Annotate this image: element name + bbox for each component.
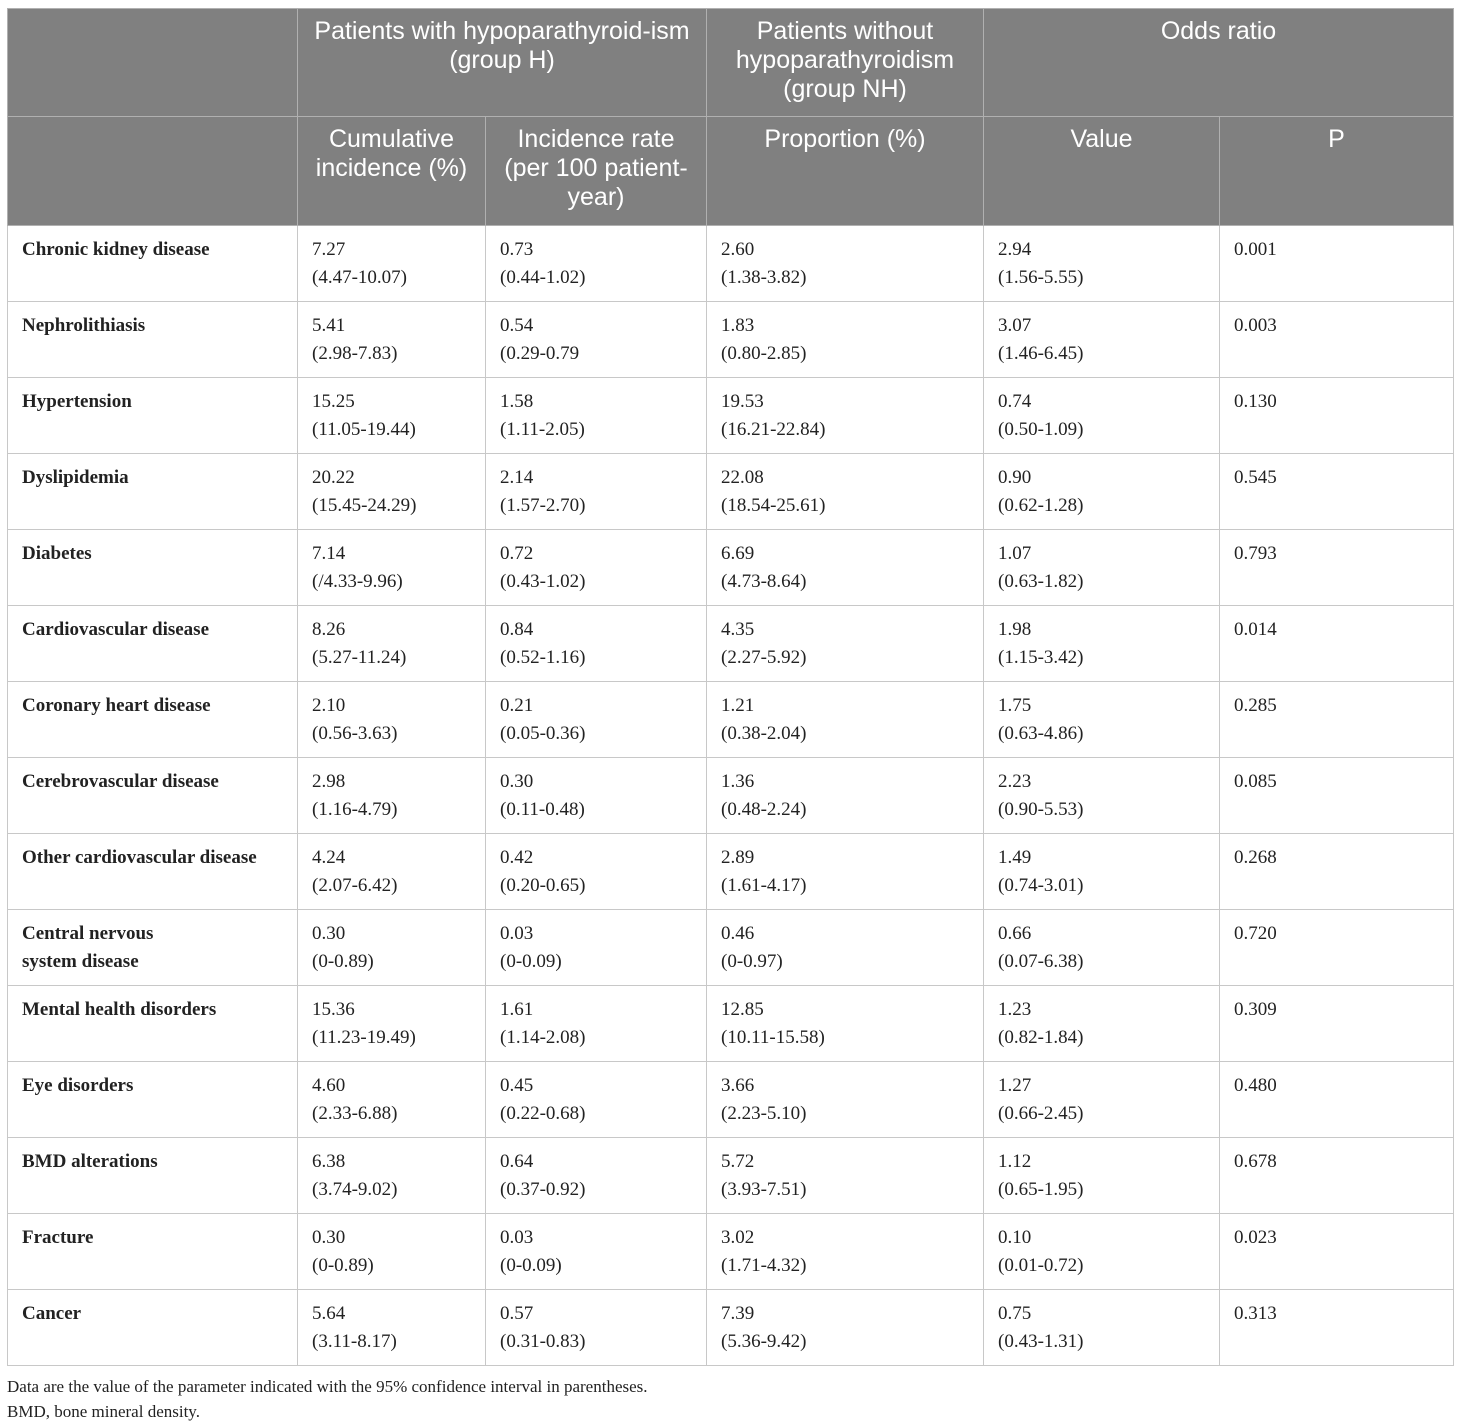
incidence-rate-value: 0.45 [500, 1075, 534, 1096]
cumulative-incidence-cell [298, 986, 486, 1062]
odds-ratio-range: (1.46-6.45) [998, 343, 1084, 364]
table-row [8, 378, 1454, 454]
row-label [8, 910, 298, 986]
incidence-rate-cell [486, 1062, 707, 1138]
incidence-rate-value: 1.61 [500, 999, 534, 1020]
incidence-rate-range: (0.29-0.79 [500, 343, 580, 364]
proportion-value: 19.53 [721, 391, 764, 412]
odds-ratio-cell [984, 302, 1220, 378]
results-table [7, 8, 1454, 1366]
cumulative-incidence-range: (/4.33-9.96) [312, 571, 403, 592]
incidence-rate-range: (1.57-2.70) [500, 495, 586, 516]
cumulative-incidence-value: 15.25 [312, 391, 355, 412]
p-value-cell: 0.793 [1220, 530, 1454, 606]
odds-ratio-range: (0.65-1.95) [998, 1179, 1084, 1200]
table-body [8, 226, 1454, 1366]
row-label: BMD alterations [8, 1138, 298, 1214]
cumulative-incidence-cell [298, 530, 486, 606]
incidence-rate-range: (0.22-0.68) [500, 1103, 586, 1124]
cumulative-incidence-cell [298, 1062, 486, 1138]
incidence-rate-cell [486, 758, 707, 834]
cumulative-incidence-value: 0.30 [312, 1227, 346, 1248]
odds-ratio-cell [984, 1214, 1220, 1290]
header-row-groups [8, 9, 1454, 117]
cumulative-incidence-value: 20.22 [312, 467, 355, 488]
incidence-rate-value: 0.03 [500, 923, 534, 944]
odds-ratio-cell [984, 226, 1220, 302]
incidence-rate-cell [486, 1214, 707, 1290]
incidence-rate-value: 0.42 [500, 847, 534, 868]
odds-ratio-cell [984, 378, 1220, 454]
header-group-h: Patients with hypoparathyroid-ism (group H) [298, 9, 707, 117]
odds-ratio-value: 1.49 [998, 847, 1032, 868]
cumulative-incidence-cell [298, 758, 486, 834]
cumulative-incidence-range: (0-0.89) [312, 1255, 374, 1276]
proportion-range: (16.21-22.84) [721, 419, 826, 440]
proportion-cell [707, 758, 984, 834]
incidence-rate-value: 0.84 [500, 619, 534, 640]
odds-ratio-value: 2.94 [998, 239, 1032, 260]
proportion-value: 22.08 [721, 467, 764, 488]
incidence-rate-range: (0.11-0.48) [500, 799, 585, 820]
p-value-cell: 0.309 [1220, 986, 1454, 1062]
cumulative-incidence-cell [298, 454, 486, 530]
cumulative-incidence-range: (2.07-6.42) [312, 875, 398, 896]
proportion-range: (0-0.97) [721, 951, 783, 972]
row-label: Nephrolithiasis [8, 302, 298, 378]
cumulative-incidence-range: (0.56-3.63) [312, 723, 398, 744]
odds-ratio-cell [984, 682, 1220, 758]
odds-ratio-value: 0.90 [998, 467, 1032, 488]
incidence-rate-cell [486, 1138, 707, 1214]
cumulative-incidence-cell [298, 1138, 486, 1214]
proportion-range: (0.48-2.24) [721, 799, 807, 820]
cumulative-incidence-range: (11.05-19.44) [312, 419, 416, 440]
proportion-cell [707, 302, 984, 378]
odds-ratio-value: 0.10 [998, 1227, 1032, 1248]
proportion-cell [707, 986, 984, 1062]
odds-ratio-value: 1.27 [998, 1075, 1032, 1096]
proportion-cell [707, 454, 984, 530]
table-container [7, 8, 1453, 1366]
incidence-rate-range: (0.43-1.02) [500, 571, 586, 592]
row-label-line: Central nervous [22, 923, 154, 944]
cumulative-incidence-range: (3.11-8.17) [312, 1331, 397, 1352]
proportion-cell [707, 226, 984, 302]
header-proportion: Proportion (%) [707, 117, 984, 226]
incidence-rate-cell [486, 682, 707, 758]
odds-ratio-range: (0.62-1.28) [998, 495, 1084, 516]
odds-ratio-cell [984, 1290, 1220, 1366]
odds-ratio-value: 0.74 [998, 391, 1032, 412]
proportion-cell [707, 530, 984, 606]
row-label-line: system disease [22, 951, 139, 972]
incidence-rate-range: (0.44-1.02) [500, 267, 586, 288]
p-value-cell: 0.014 [1220, 606, 1454, 682]
cumulative-incidence-range: (1.16-4.79) [312, 799, 398, 820]
odds-ratio-value: 1.75 [998, 695, 1032, 716]
incidence-rate-range: (1.14-2.08) [500, 1027, 586, 1048]
proportion-value: 6.69 [721, 543, 755, 564]
odds-ratio-value: 0.75 [998, 1303, 1032, 1324]
incidence-rate-cell [486, 302, 707, 378]
odds-ratio-range: (1.56-5.55) [998, 267, 1084, 288]
incidence-rate-value: 2.14 [500, 467, 534, 488]
p-value-cell: 0.720 [1220, 910, 1454, 986]
p-value-cell: 0.285 [1220, 682, 1454, 758]
odds-ratio-cell [984, 530, 1220, 606]
row-label: Diabetes [8, 530, 298, 606]
cumulative-incidence-cell [298, 302, 486, 378]
p-value-cell: 0.268 [1220, 834, 1454, 910]
incidence-rate-range: (0.37-0.92) [500, 1179, 586, 1200]
table-row [8, 1290, 1454, 1366]
header-empty [8, 9, 298, 117]
proportion-value: 1.83 [721, 315, 755, 336]
row-label: Hypertension [8, 378, 298, 454]
odds-ratio-cell [984, 454, 1220, 530]
p-value-cell: 0.480 [1220, 1062, 1454, 1138]
table-row [8, 454, 1454, 530]
footnotes [7, 1374, 648, 1424]
header-empty-2 [8, 117, 298, 226]
odds-ratio-cell [984, 834, 1220, 910]
cumulative-incidence-cell [298, 378, 486, 454]
cumulative-incidence-range: (2.33-6.88) [312, 1103, 398, 1124]
proportion-range: (10.11-15.58) [721, 1027, 825, 1048]
cumulative-incidence-cell [298, 1290, 486, 1366]
proportion-cell [707, 910, 984, 986]
header-value: Value [984, 117, 1220, 226]
proportion-value: 12.85 [721, 999, 764, 1020]
cumulative-incidence-value: 8.26 [312, 619, 346, 640]
table-row [8, 682, 1454, 758]
header-group-nh: Patients without hypoparathyroidism (group NH) [707, 9, 984, 117]
proportion-cell [707, 1062, 984, 1138]
odds-ratio-range: (0.90-5.53) [998, 799, 1084, 820]
incidence-rate-cell [486, 454, 707, 530]
proportion-range: (3.93-7.51) [721, 1179, 807, 1200]
proportion-range: (1.71-4.32) [721, 1255, 807, 1276]
p-value-cell: 0.003 [1220, 302, 1454, 378]
odds-ratio-cell [984, 1138, 1220, 1214]
row-label: Dyslipidemia [8, 454, 298, 530]
odds-ratio-value: 1.12 [998, 1151, 1032, 1172]
incidence-rate-value: 0.72 [500, 543, 534, 564]
table-row [8, 302, 1454, 378]
incidence-rate-value: 0.57 [500, 1303, 534, 1324]
proportion-value: 4.35 [721, 619, 755, 640]
incidence-rate-range: (0.20-0.65) [500, 875, 586, 896]
table-row [8, 606, 1454, 682]
proportion-cell [707, 606, 984, 682]
row-label: Mental health disorders [8, 986, 298, 1062]
header-odds-ratio: Odds ratio [984, 9, 1454, 117]
header-cumulative-incidence: Cumulative incidence (%) [298, 117, 486, 226]
cumulative-incidence-value: 2.10 [312, 695, 346, 716]
cumulative-incidence-range: (11.23-19.49) [312, 1027, 416, 1048]
proportion-cell [707, 834, 984, 910]
proportion-cell [707, 1138, 984, 1214]
header-incidence-rate: Incidence rate (per 100 patient-year) [486, 117, 707, 226]
cumulative-incidence-range: (15.45-24.29) [312, 495, 417, 516]
proportion-value: 5.72 [721, 1151, 755, 1172]
incidence-rate-value: 0.30 [500, 771, 534, 792]
proportion-range: (0.80-2.85) [721, 343, 807, 364]
cumulative-incidence-range: (0-0.89) [312, 951, 374, 972]
proportion-range: (2.23-5.10) [721, 1103, 807, 1124]
table-row [8, 226, 1454, 302]
table-row [8, 1138, 1454, 1214]
footnote-ci: Data are the value of the parameter indicated with the 95% confidence interval in parentheses. [7, 1377, 648, 1396]
odds-ratio-value: 0.66 [998, 923, 1032, 944]
proportion-value: 2.60 [721, 239, 755, 260]
p-value-cell: 0.023 [1220, 1214, 1454, 1290]
cumulative-incidence-value: 7.14 [312, 543, 346, 564]
proportion-range: (18.54-25.61) [721, 495, 826, 516]
odds-ratio-cell [984, 606, 1220, 682]
proportion-value: 1.36 [721, 771, 755, 792]
proportion-cell [707, 378, 984, 454]
proportion-range: (2.27-5.92) [721, 647, 807, 668]
odds-ratio-range: (0.63-4.86) [998, 723, 1084, 744]
incidence-rate-cell [486, 226, 707, 302]
odds-ratio-range: (0.01-0.72) [998, 1255, 1084, 1276]
incidence-rate-value: 0.21 [500, 695, 534, 716]
incidence-rate-cell [486, 834, 707, 910]
odds-ratio-cell [984, 758, 1220, 834]
incidence-rate-cell [486, 606, 707, 682]
cumulative-incidence-value: 2.98 [312, 771, 346, 792]
row-label: Chronic kidney disease [8, 226, 298, 302]
table-row [8, 910, 1454, 986]
odds-ratio-value: 3.07 [998, 315, 1032, 336]
proportion-value: 7.39 [721, 1303, 755, 1324]
cumulative-incidence-range: (5.27-11.24) [312, 647, 407, 668]
odds-ratio-cell [984, 910, 1220, 986]
incidence-rate-cell [486, 910, 707, 986]
incidence-rate-range: (0.31-0.83) [500, 1331, 586, 1352]
proportion-cell [707, 682, 984, 758]
header-row-columns [8, 117, 1454, 226]
footnote-bmd: BMD, bone mineral density. [7, 1402, 200, 1421]
incidence-rate-range: (0-0.09) [500, 1255, 562, 1276]
incidence-rate-value: 0.03 [500, 1227, 534, 1248]
row-label: Eye disorders [8, 1062, 298, 1138]
proportion-range: (5.36-9.42) [721, 1331, 807, 1352]
cumulative-incidence-range: (2.98-7.83) [312, 343, 398, 364]
incidence-rate-value: 0.64 [500, 1151, 534, 1172]
cumulative-incidence-value: 4.24 [312, 847, 346, 868]
p-value-cell: 0.678 [1220, 1138, 1454, 1214]
row-label: Cerebrovascular disease [8, 758, 298, 834]
incidence-rate-value: 1.58 [500, 391, 534, 412]
table-row [8, 986, 1454, 1062]
cumulative-incidence-value: 4.60 [312, 1075, 346, 1096]
incidence-rate-cell [486, 986, 707, 1062]
odds-ratio-value: 1.07 [998, 543, 1032, 564]
odds-ratio-range: (0.82-1.84) [998, 1027, 1084, 1048]
cumulative-incidence-value: 5.41 [312, 315, 346, 336]
table-row [8, 834, 1454, 910]
odds-ratio-cell [984, 986, 1220, 1062]
incidence-rate-value: 0.54 [500, 315, 534, 336]
proportion-value: 3.02 [721, 1227, 755, 1248]
incidence-rate-cell [486, 1290, 707, 1366]
odds-ratio-range: (0.74-3.01) [998, 875, 1084, 896]
incidence-rate-range: (0-0.09) [500, 951, 562, 972]
p-value-cell: 0.085 [1220, 758, 1454, 834]
proportion-range: (0.38-2.04) [721, 723, 807, 744]
proportion-range: (1.61-4.17) [721, 875, 807, 896]
row-label: Coronary heart disease [8, 682, 298, 758]
cumulative-incidence-value: 0.30 [312, 923, 346, 944]
cumulative-incidence-cell [298, 1214, 486, 1290]
p-value-cell: 0.545 [1220, 454, 1454, 530]
row-label: Fracture [8, 1214, 298, 1290]
odds-ratio-range: (0.07-6.38) [998, 951, 1084, 972]
table-row [8, 1214, 1454, 1290]
odds-ratio-range: (0.43-1.31) [998, 1331, 1084, 1352]
cumulative-incidence-cell [298, 606, 486, 682]
odds-ratio-range: (0.63-1.82) [998, 571, 1084, 592]
incidence-rate-range: (0.52-1.16) [500, 647, 586, 668]
row-label: Other cardiovascular disease [8, 834, 298, 910]
proportion-range: (4.73-8.64) [721, 571, 807, 592]
cumulative-incidence-range: (3.74-9.02) [312, 1179, 398, 1200]
p-value-cell: 0.130 [1220, 378, 1454, 454]
table-row [8, 1062, 1454, 1138]
odds-ratio-range: (0.50-1.09) [998, 419, 1084, 440]
incidence-rate-range: (1.11-2.05) [500, 419, 585, 440]
incidence-rate-cell [486, 530, 707, 606]
incidence-rate-value: 0.73 [500, 239, 534, 260]
cumulative-incidence-cell [298, 682, 486, 758]
cumulative-incidence-value: 15.36 [312, 999, 355, 1020]
cumulative-incidence-value: 7.27 [312, 239, 346, 260]
odds-ratio-value: 2.23 [998, 771, 1032, 792]
odds-ratio-value: 1.98 [998, 619, 1032, 640]
cumulative-incidence-cell [298, 910, 486, 986]
table-row [8, 758, 1454, 834]
odds-ratio-range: (1.15-3.42) [998, 647, 1084, 668]
cumulative-incidence-value: 5.64 [312, 1303, 346, 1324]
proportion-value: 2.89 [721, 847, 755, 868]
cumulative-incidence-cell [298, 226, 486, 302]
proportion-value: 1.21 [721, 695, 755, 716]
incidence-rate-cell [486, 378, 707, 454]
row-label: Cancer [8, 1290, 298, 1366]
odds-ratio-value: 1.23 [998, 999, 1032, 1020]
row-label: Cardiovascular disease [8, 606, 298, 682]
cumulative-incidence-cell [298, 834, 486, 910]
table-row [8, 530, 1454, 606]
cumulative-incidence-value: 6.38 [312, 1151, 346, 1172]
cumulative-incidence-range: (4.47-10.07) [312, 267, 407, 288]
proportion-value: 0.46 [721, 923, 755, 944]
incidence-rate-range: (0.05-0.36) [500, 723, 586, 744]
odds-ratio-cell [984, 1062, 1220, 1138]
proportion-cell [707, 1290, 984, 1366]
header-p: P [1220, 117, 1454, 226]
proportion-range: (1.38-3.82) [721, 267, 807, 288]
p-value-cell: 0.313 [1220, 1290, 1454, 1366]
proportion-value: 3.66 [721, 1075, 755, 1096]
p-value-cell: 0.001 [1220, 226, 1454, 302]
proportion-cell [707, 1214, 984, 1290]
odds-ratio-range: (0.66-2.45) [998, 1103, 1084, 1124]
